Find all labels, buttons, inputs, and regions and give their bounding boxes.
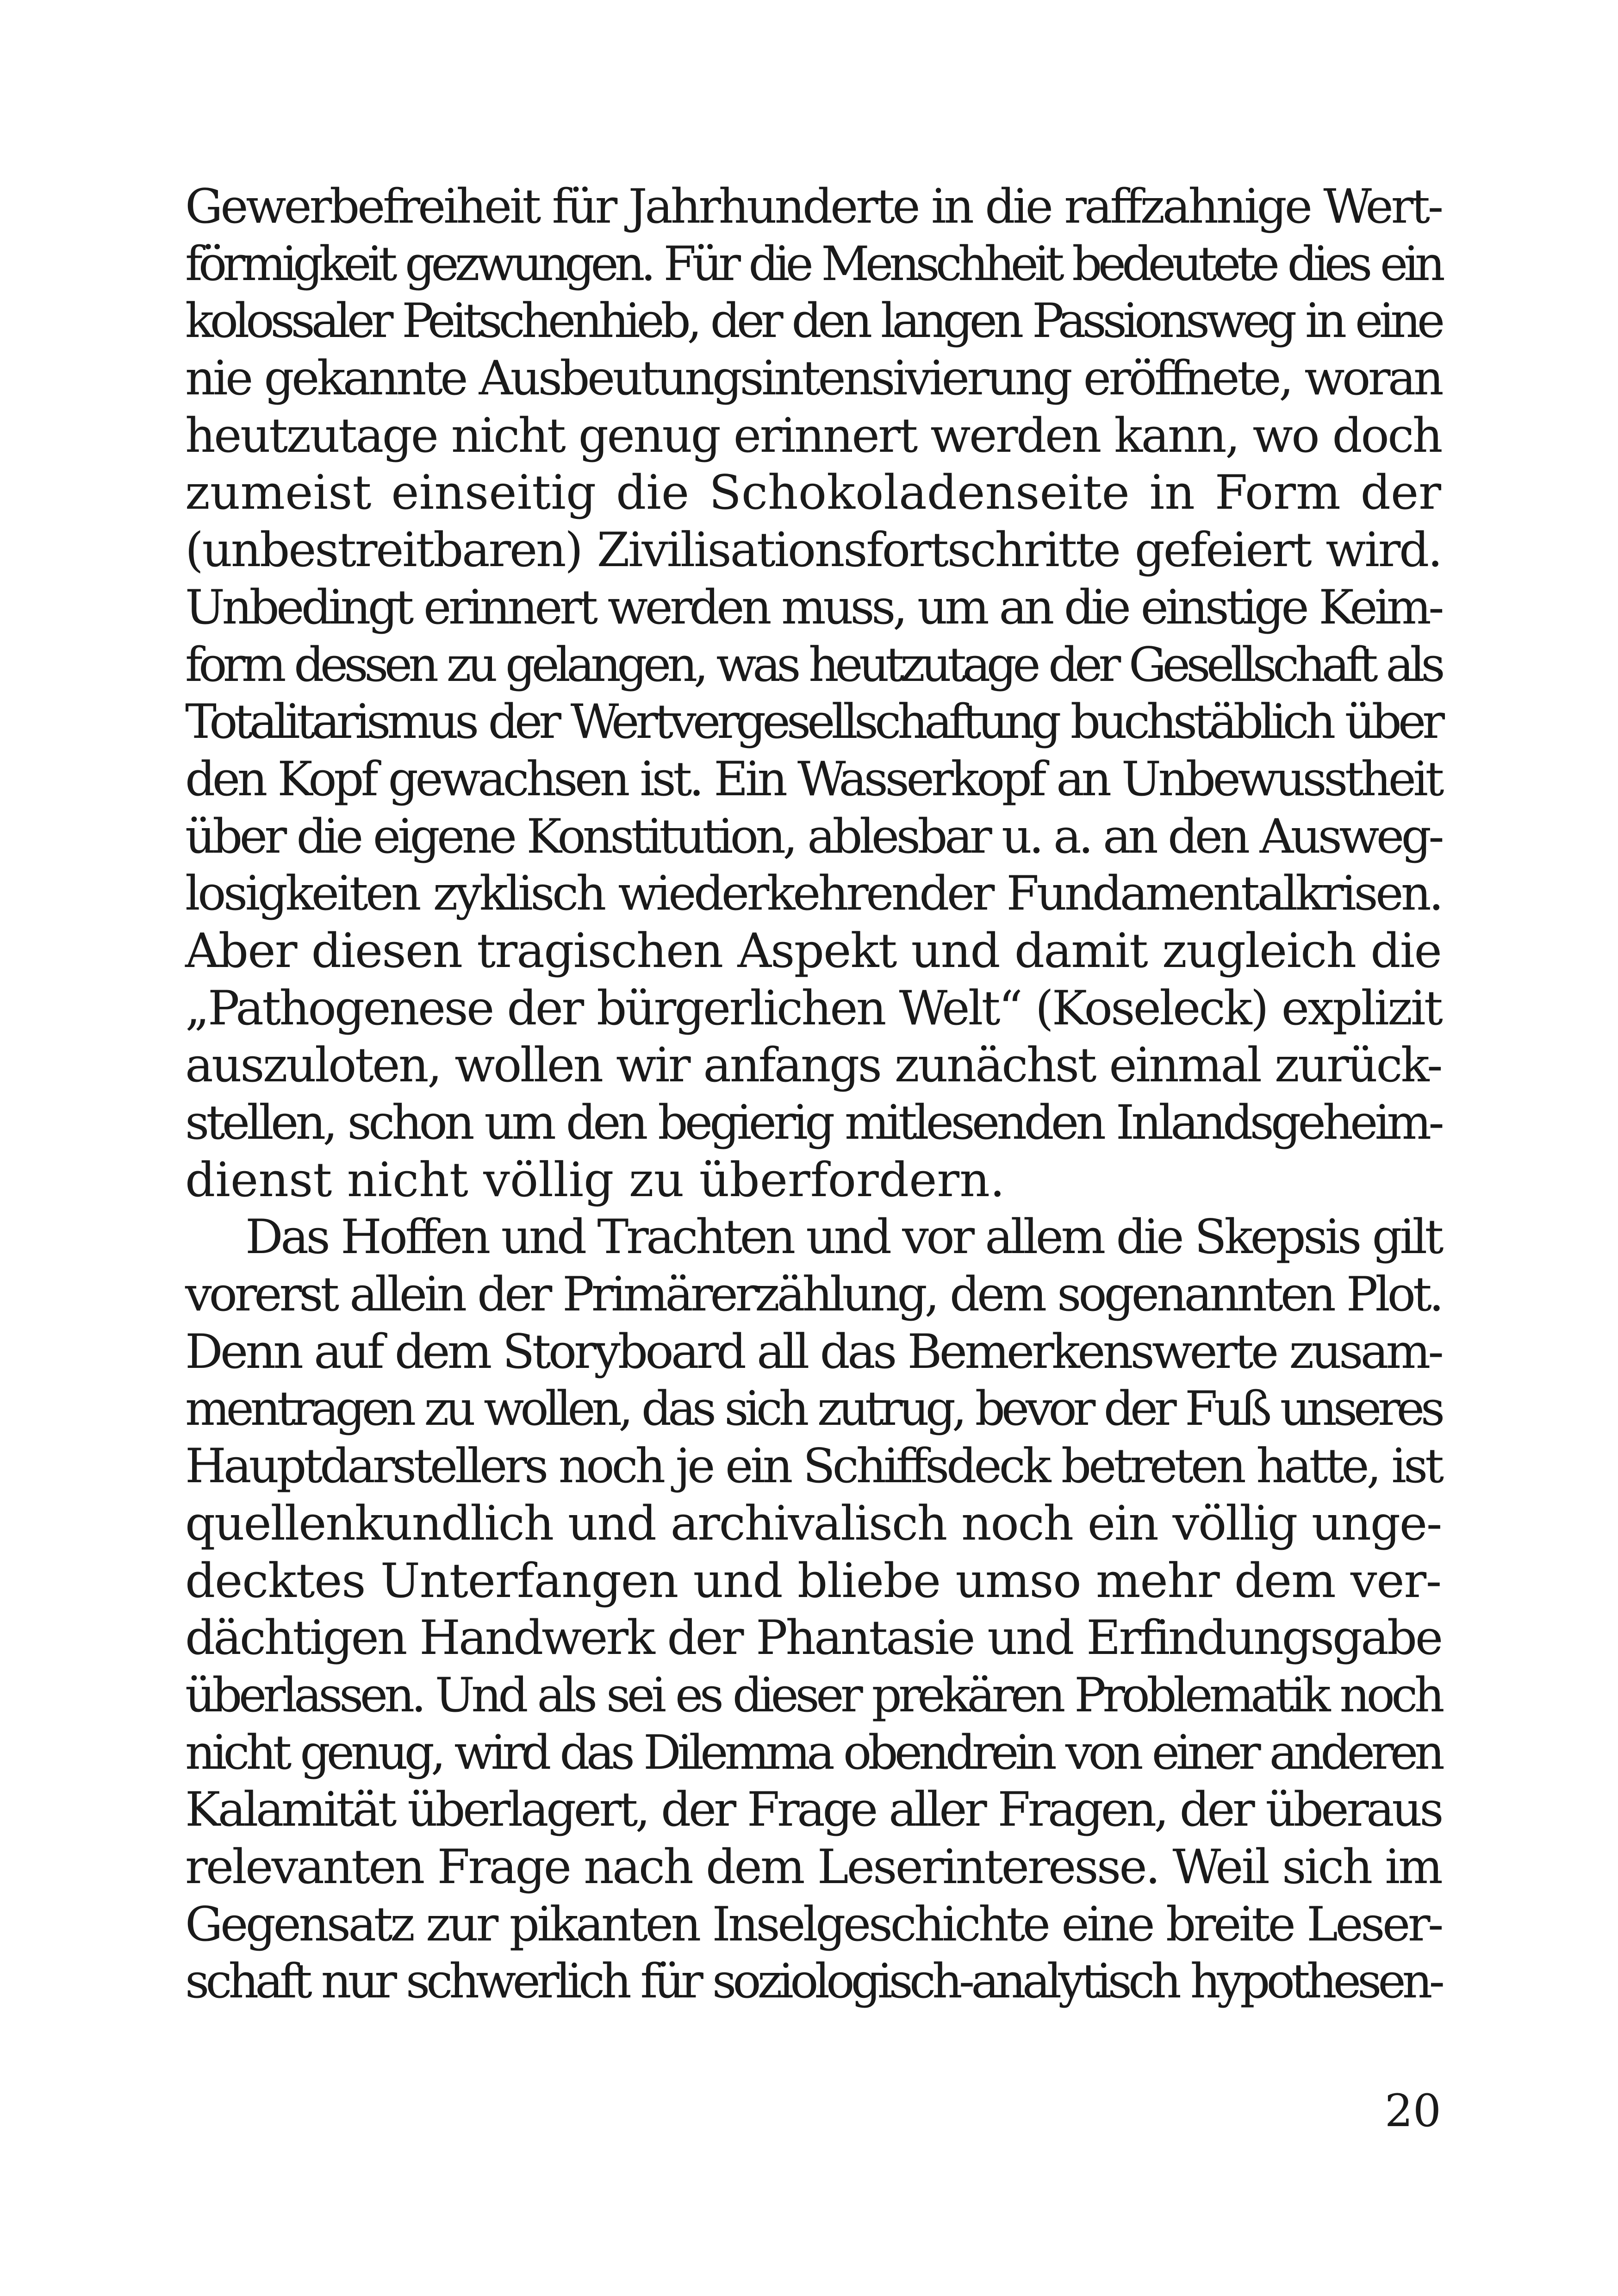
text-line: Gewerbefreiheit für Jahrhunderte in die raffzahnige Wert- [185, 179, 1441, 234]
text-line: dächtigen Handwerk der Phantasie und Erfindungsgabe [185, 1610, 1441, 1666]
text-line: (unbestreitbaren) Zivilisationsfortschritte gefeiert wird. [185, 523, 1441, 578]
text-line: heutzutage nicht genug erinnert werden kann, wo doch [185, 408, 1441, 463]
text-line: Unbedingt erinnert werden muss, um an die einstige Keim- [185, 580, 1441, 635]
text-line: Das Hoffen und Trachten und vor allem die Skepsis gilt [245, 1210, 1441, 1265]
text-line: decktes Unterfangen und bliebe umso mehr dem ver- [185, 1553, 1441, 1609]
text-line: überlassen. Und als sei es dieser prekären Problematik noch [185, 1667, 1441, 1723]
paragraph-2 [185, 1209, 1441, 2010]
text-line: kolossaler Peitschenhieb, der den langen Passionsweg in eine [185, 293, 1441, 349]
text-line: vorerst allein der Primärerzählung, dem sogenannten Plot. [185, 1267, 1441, 1323]
text-line: Aber diesen tragischen Aspekt und damit zugleich die [185, 923, 1441, 979]
text-line: auszuloten, wollen wir anfangs zunächst einmal zurück- [185, 1038, 1441, 1093]
text-line: Denn auf dem Storyboard all das Bemerkenswerte zusam- [185, 1324, 1441, 1379]
text-line: dienst nicht völlig zu überfordern. [185, 1152, 1005, 1208]
page-number: 20 [1384, 2085, 1441, 2137]
text-line: nicht genug, wird das Dilemma obendrein von einer anderen [185, 1725, 1441, 1780]
text-line: Kalamität überlagert, der Frage aller Fragen, der überaus [185, 1782, 1441, 1838]
text-line: form dessen zu gelangen, was heutzutage der Gesellschaft als [185, 637, 1441, 693]
text-line: den Kopf gewachsen ist. Ein Wasserkopf an Unbewusstheit [185, 751, 1441, 807]
text-line: förmigkeit gezwungen. Für die Menschheit bedeutete dies ein [185, 236, 1441, 292]
text-line: nie gekannte Ausbeutungsintensivierung eröffnete, woran [185, 351, 1441, 406]
text-line: Hauptdarstellers noch je ein Schiffsdeck betreten hatte, ist [185, 1439, 1441, 1494]
body-text [185, 178, 1441, 2010]
text-line: relevanten Frage nach dem Leserinteresse. Weil sich im [185, 1839, 1441, 1895]
paragraph-1 [185, 178, 1441, 1209]
text-line: losigkeiten zyklisch wiederkehrender Fundamentalkrisen. [185, 866, 1441, 922]
text-line: quellenkundlich und archivalisch noch ein völlig unge- [185, 1496, 1441, 1551]
text-line: Totalitarismus der Wertvergesellschaftung buchstäblich über [185, 694, 1441, 750]
text-line: „Pathogenese der bürgerlichen Welt“ (Koseleck) explizit [185, 980, 1441, 1036]
text-line: Gegensatz zur pikanten Inselgeschichte eine breite Leser- [185, 1897, 1441, 1952]
text-line: mentragen zu wollen, das sich zutrug, bevor der Fuß unseres [185, 1381, 1441, 1437]
text-line: stellen, schon um den begierig mitlesenden Inlandsgeheim- [185, 1095, 1441, 1150]
text-line: zumeist einseitig die Schokoladenseite in Form der [185, 465, 1441, 521]
text-line: über die eigene Konstitution, ablesbar u. a. an den Ausweg- [185, 809, 1441, 864]
text-line: schaft nur schwerlich für soziologisch-analytisch hypothesen- [185, 1954, 1441, 2009]
